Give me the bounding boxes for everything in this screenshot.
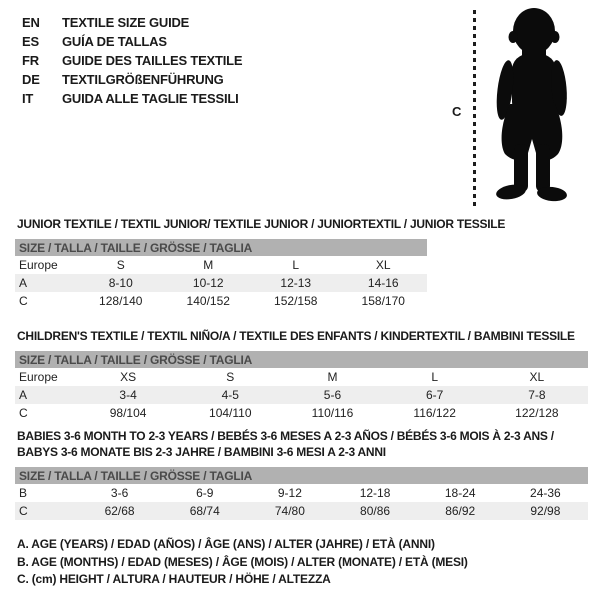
table-row bbox=[15, 386, 588, 404]
cell: M bbox=[203, 258, 214, 272]
junior-size-table bbox=[15, 239, 427, 310]
row-label: Europe bbox=[19, 258, 58, 272]
language-row-it bbox=[22, 89, 242, 108]
cell: XL bbox=[529, 370, 545, 384]
table-row bbox=[15, 484, 588, 502]
language-code: DE bbox=[22, 72, 40, 87]
row-label: Europe bbox=[19, 370, 58, 384]
cell: 12-13 bbox=[252, 274, 340, 292]
section-title: CHILDREN'S TEXTILE / TEXTIL NIÑO/A / TEXTILE DES ENFANTS / KINDERTEXTIL / BAMBINI TESSILE bbox=[17, 329, 575, 343]
table-header-cell: SIZE / TALLA / TAILLE / GRÖSSE / TAGLIA bbox=[15, 467, 588, 484]
cell: 98/104 bbox=[109, 406, 147, 420]
language-code: IT bbox=[22, 91, 34, 106]
cell: 104/110 bbox=[209, 406, 252, 420]
language-code: ES bbox=[22, 34, 39, 49]
cell: S bbox=[116, 258, 125, 272]
height-measure-dashed-line bbox=[473, 10, 476, 208]
language-title: TEXTILE SIZE GUIDE bbox=[62, 15, 190, 30]
cell: 62/68 bbox=[77, 502, 162, 520]
table-row bbox=[15, 292, 427, 310]
section-junior bbox=[15, 216, 505, 310]
cell: 86/92 bbox=[418, 502, 503, 520]
cell: 122/128 bbox=[515, 406, 559, 420]
cell: 3-6 bbox=[110, 486, 129, 500]
cell: 152/158 bbox=[274, 294, 318, 308]
language-row-es bbox=[22, 32, 242, 51]
row-label: C bbox=[19, 406, 28, 420]
section-babies bbox=[15, 428, 588, 520]
table-row bbox=[15, 404, 588, 422]
language-title: GUIDE DES TAILLES TEXTILE bbox=[62, 53, 243, 68]
footnote-c: C. (cm) HEIGHT / ALTURA / HAUTEUR / HÖHE / ALTEZZA bbox=[17, 572, 331, 586]
language-row-fr bbox=[22, 51, 242, 70]
language-code: FR bbox=[22, 53, 39, 68]
table-header-cell: SIZE / TALLA / TAILLE / GRÖSSE / TAGLIA bbox=[15, 351, 588, 368]
language-title: GUÍA DE TALLAS bbox=[62, 34, 167, 49]
children-size-table bbox=[15, 351, 588, 422]
cell: 7-8 bbox=[486, 386, 588, 404]
cell: 128/140 bbox=[99, 294, 143, 308]
section-title-line1: BABIES 3-6 MONTH TO 2-3 YEARS / BEBÉS 3-6 MESES A 2-3 AÑOS / BÉBÉS 3-6 MOIS À 2-3 ANS / bbox=[17, 429, 554, 443]
footnote-b: B. AGE (MONTHS) / EDAD (MESES) / ÂGE (MOIS) / ALTER (MONATE) / ETÀ (MESI) bbox=[17, 554, 468, 569]
section-children bbox=[15, 328, 588, 422]
language-code: EN bbox=[22, 15, 40, 30]
language-title: TEXTILGRÖßENFÜHRUNG bbox=[62, 72, 224, 87]
cell: 3-4 bbox=[77, 386, 179, 404]
cell: 110/116 bbox=[311, 406, 354, 420]
section-title: JUNIOR TEXTILE / TEXTIL JUNIOR/ TEXTILE JUNIOR / JUNIORTEXTIL / JUNIOR TESSILE bbox=[17, 217, 506, 231]
row-label: C bbox=[15, 502, 77, 520]
row-label: A bbox=[15, 274, 77, 292]
cell: M bbox=[327, 370, 338, 384]
cell: 80/86 bbox=[332, 502, 417, 520]
cell: 24-36 bbox=[530, 486, 561, 500]
cell: 140/152 bbox=[186, 294, 230, 308]
cell: 5-6 bbox=[281, 386, 383, 404]
table-header-cell: SIZE / TALLA / TAILLE / GRÖSSE / TAGLIA bbox=[15, 239, 427, 256]
table-row bbox=[15, 274, 427, 292]
table-row bbox=[15, 502, 588, 520]
table-header-row bbox=[15, 351, 588, 368]
cell: L bbox=[292, 258, 300, 272]
cell: 6-7 bbox=[384, 386, 486, 404]
language-row-de bbox=[22, 70, 242, 89]
cell: 4-5 bbox=[179, 386, 281, 404]
cell: XS bbox=[120, 370, 137, 384]
cell: 158/170 bbox=[361, 294, 405, 308]
language-row-en bbox=[22, 13, 242, 32]
cell: 8-10 bbox=[77, 274, 165, 292]
cell: 92/98 bbox=[503, 502, 588, 520]
row-label: C bbox=[19, 294, 28, 308]
toddler-silhouette-icon bbox=[486, 6, 578, 204]
row-label: B bbox=[19, 486, 28, 500]
language-list bbox=[22, 13, 242, 108]
section-title-line2: BABYS 3-6 MONATE BIS 2-3 JAHRE / BAMBINI 3-6 MESI A 2-3 ANNI bbox=[17, 445, 386, 459]
cell: 12-18 bbox=[359, 486, 391, 500]
cell: 10-12 bbox=[165, 274, 253, 292]
row-label: A bbox=[15, 386, 77, 404]
table-row bbox=[15, 368, 588, 386]
footnote-a: A. AGE (YEARS) / EDAD (AÑOS) / ÂGE (ANS) / ALTER (JAHRE) / ETÀ (ANNI) bbox=[17, 537, 435, 551]
footnotes bbox=[17, 536, 468, 589]
language-title: GUIDA ALLE TAGLIE TESSILI bbox=[62, 91, 239, 106]
table-row bbox=[15, 256, 427, 274]
table-header-row bbox=[15, 467, 588, 484]
table-header-row bbox=[15, 239, 427, 256]
babies-size-table bbox=[15, 467, 588, 520]
cell: 6-9 bbox=[196, 486, 214, 500]
cell: XL bbox=[375, 258, 391, 272]
height-measure-label: C bbox=[452, 104, 462, 119]
cell: 14-16 bbox=[340, 274, 428, 292]
cell: 116/122 bbox=[413, 406, 456, 420]
cell: 68/74 bbox=[162, 502, 247, 520]
cell: 74/80 bbox=[247, 502, 332, 520]
cell: L bbox=[431, 370, 438, 384]
cell: S bbox=[226, 370, 235, 384]
cell: 18-24 bbox=[444, 486, 476, 500]
cell: 9-12 bbox=[277, 486, 302, 500]
